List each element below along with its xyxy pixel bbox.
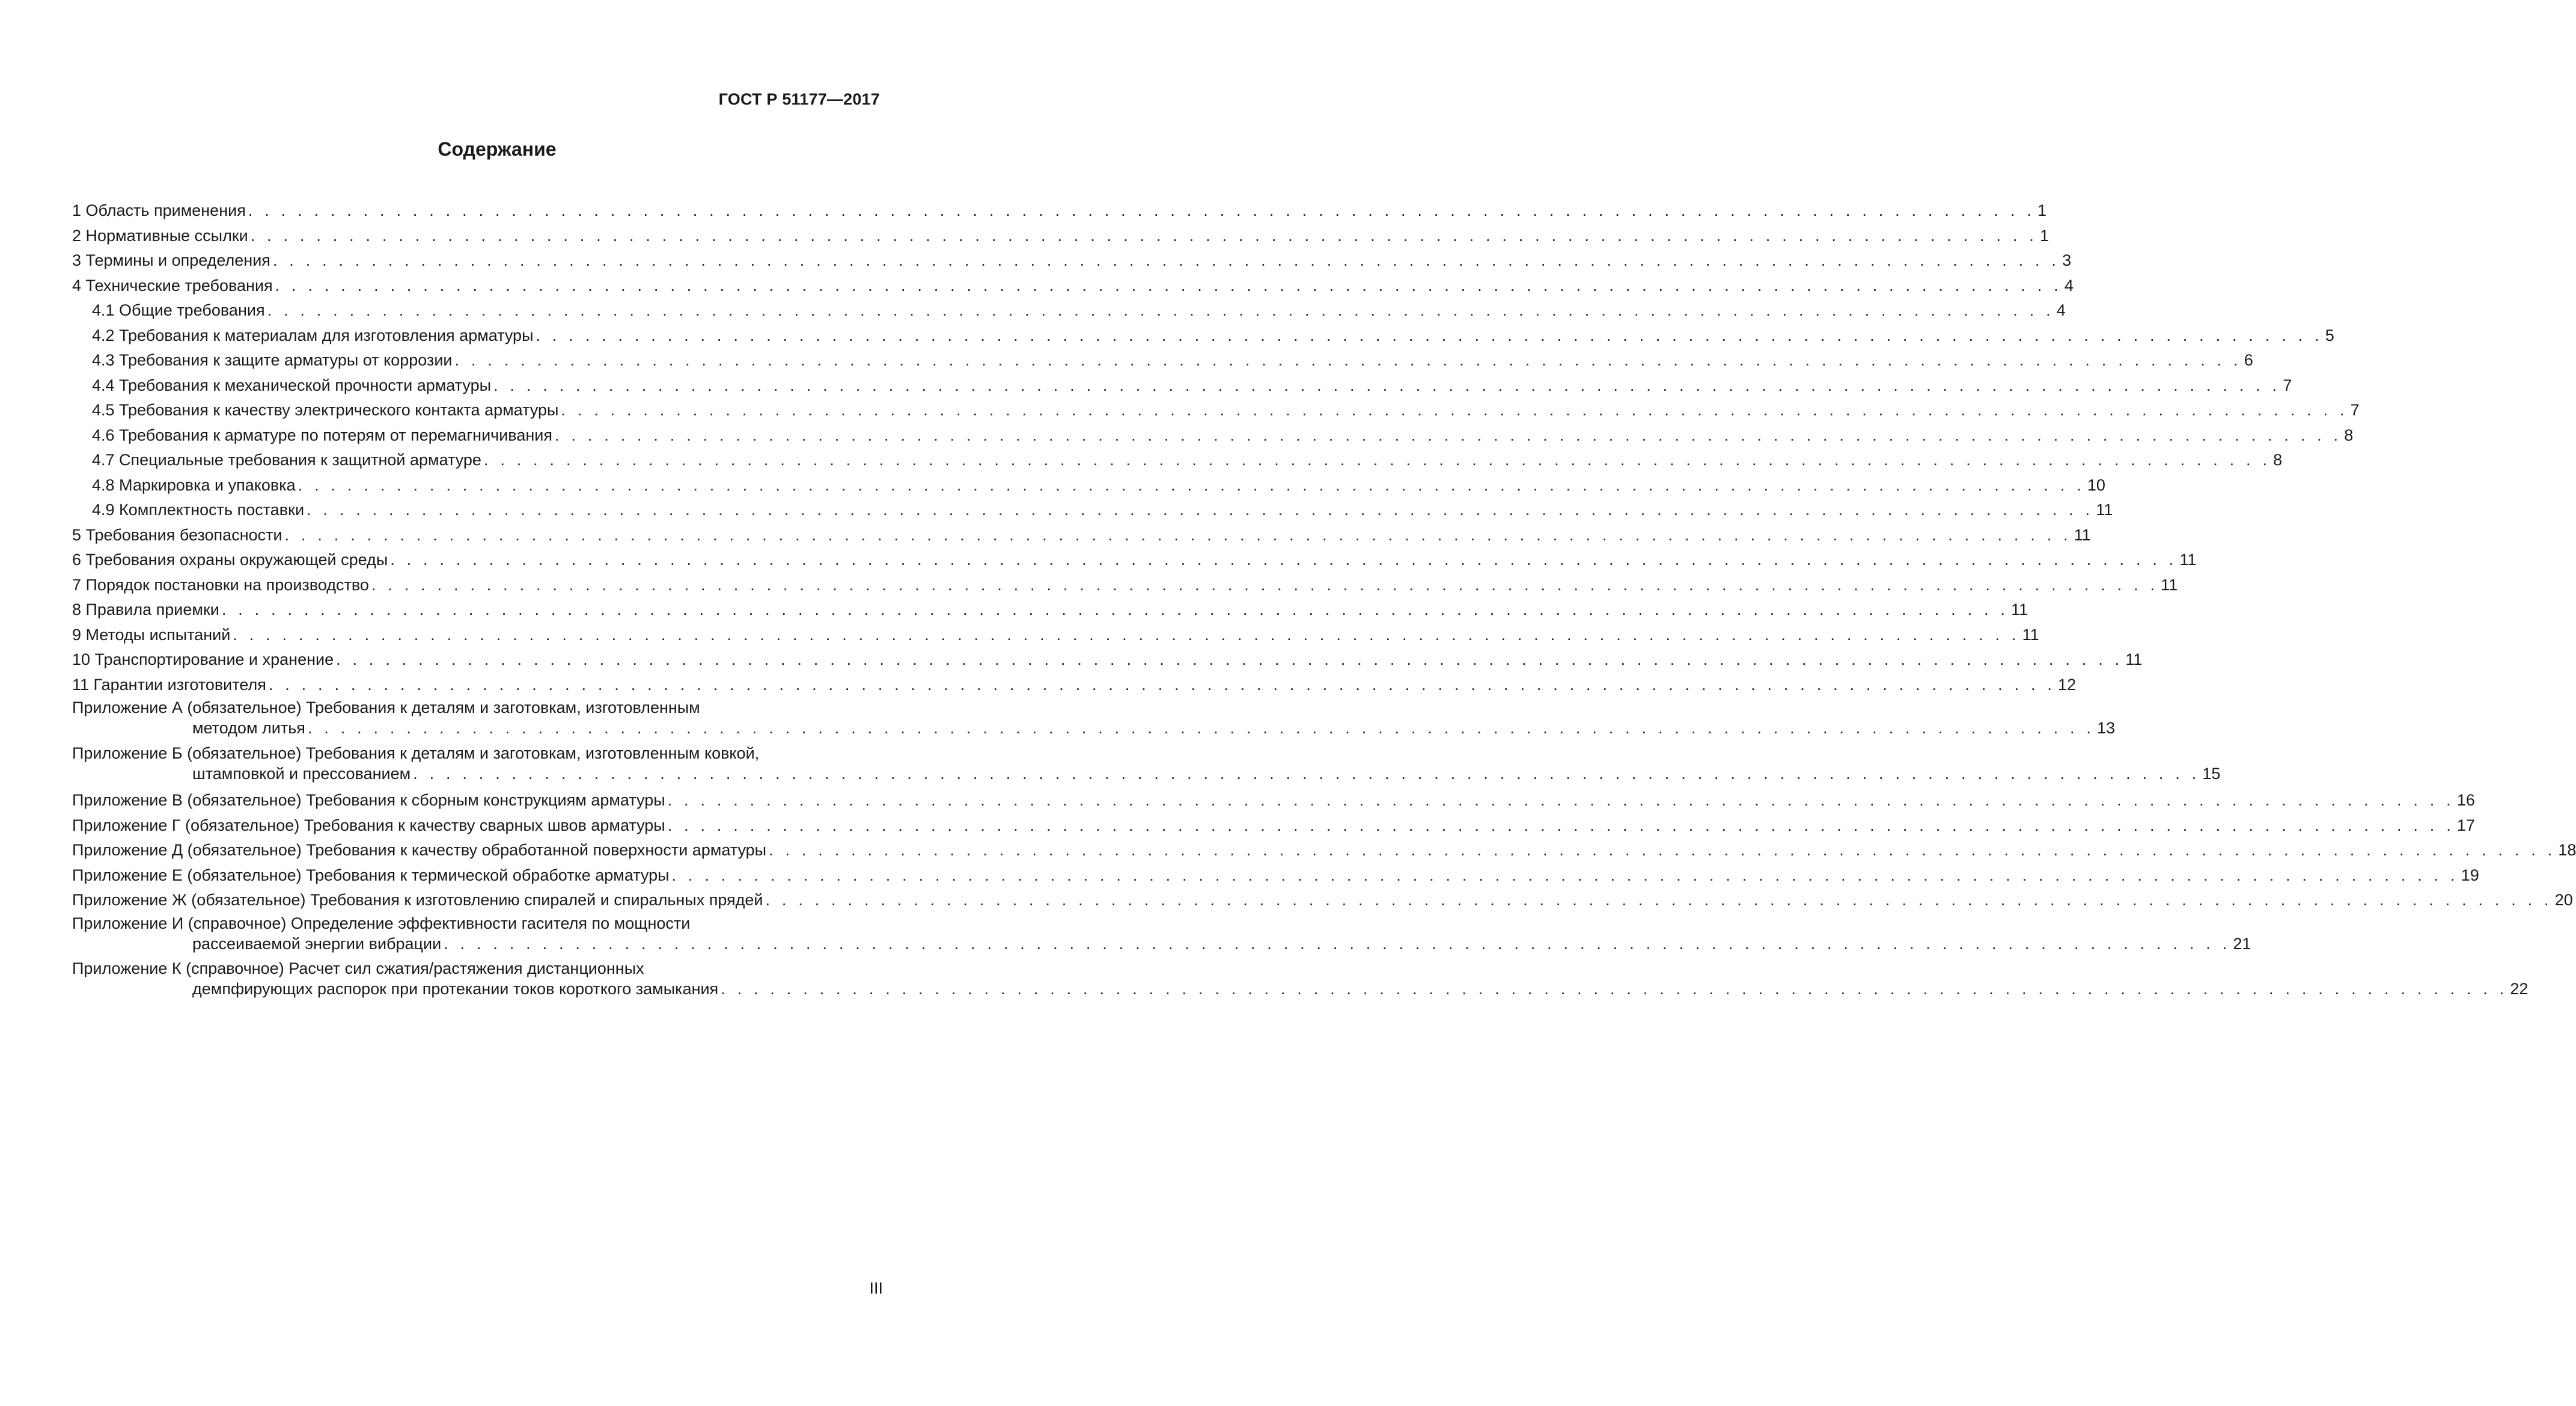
toc-entry-title-continuation: штамповкой и прессованием xyxy=(192,764,411,783)
toc-page-number: 4 xyxy=(2064,276,2074,295)
toc-leader: . . . . . . . . . . . . . . . . . . . . . . . . . . . . . . . . . . . . . . . . . . . . . . . . . . . . . . . . . . . . . . . . . . . . . . . . . . . . . . . . . . . . . . . . . . . . . . . . . . . . . . . . . . . . . xyxy=(536,326,2323,344)
toc-appendix-entry[interactable] xyxy=(72,743,2221,784)
toc-leader: . . . . . . . . . . . . . . . . . . . . . . . . . . . . . . . . . . . . . . . . . . . . . . . . . . . . . . . . . . . . . . . . . . . . . . . . . . . . . . . . . . . . . . . . . . . . . . . . . . . . . . . . . . . . . xyxy=(444,934,2231,953)
toc-page-number: 11 xyxy=(2022,625,2039,644)
toc-subentry[interactable] xyxy=(72,323,2334,349)
toc-leader: . . . . . . . . . . . . . . . . . . . . . . . . . . . . . . . . . . . . . . . . . . . . . . . . . . . . . . . . . . . . . . . . . . . . . . . . . . . . . . . . . . . . . . . . . . . . . . . . . . . . . . . . . . . . . xyxy=(769,841,2556,859)
toc-page-number: 15 xyxy=(2202,764,2221,783)
toc-page-number: 10 xyxy=(2087,475,2105,494)
toc-page-number: 4 xyxy=(2056,301,2066,319)
toc-leader: . . . . . . . . . . . . . . . . . . . . . . . . . . . . . . . . . . . . . . . . . . . . . . . . . . . . . . . . . . . . . . . . . . . . . . . . . . . . . . . . . . . . . . . . . . . . . . . . . . . . . . . . . . . . . xyxy=(307,719,2095,737)
toc-page-number: 3 xyxy=(2062,251,2072,269)
toc-page-number: 8 xyxy=(2344,426,2354,444)
toc-page-number: 5 xyxy=(2325,326,2334,344)
toc-leader: . . . . . . . . . . . . . . . . . . . . . . . . . . . . . . . . . . . . . . . . . . . . . . . . . . . . . . . . . . . . . . . . . . . . . . . . . . . . . . . . . . . . . . . . . . . . . . . . . . . . . . . . . . . . . xyxy=(667,791,2455,809)
toc-entry-title: 7 Порядок постановки на производство xyxy=(72,575,369,594)
toc-leader: . . . . . . . . . . . . . . . . . . . . . . . . . . . . . . . . . . . . . . . . . . . . . . . . . . . . . . . . . . . . . . . . . . . . . . . . . . . . . . . . . . . . . . . . . . . . . . . . . . . . . . . . . . . . . xyxy=(248,201,2036,219)
toc-entry[interactable] xyxy=(72,548,2197,573)
toc-entry-title: 4.6 Требования к арматуре по потерям от перемагничивания xyxy=(92,426,552,444)
toc-page-number: 12 xyxy=(2058,675,2077,694)
toc-entry-title: 11 Гарантии изготовителя xyxy=(72,675,266,694)
toc-entry[interactable] xyxy=(72,598,2028,623)
toc-entry[interactable] xyxy=(72,274,2074,299)
toc-page-number: 8 xyxy=(2273,451,2283,469)
toc-subentry[interactable] xyxy=(72,348,2253,373)
toc-entry[interactable] xyxy=(72,573,2178,598)
toc-page-number: 20 xyxy=(2554,891,2573,909)
toc-leader: . . . . . . . . . . . . . . . . . . . . . . . . . . . . . . . . . . . . . . . . . . . . . . . . . . . . . . . . . . . . . . . . . . . . . . . . . . . . . . . . . . . . . . . . . . . . . . . . . . . . . . . . . . . . . xyxy=(493,376,2281,394)
toc-entry[interactable] xyxy=(72,523,2091,548)
toc-leader: . . . . . . . . . . . . . . . . . . . . . . . . . . . . . . . . . . . . . . . . . . . . . . . . . . . . . . . . . . . . . . . . . . . . . . . . . . . . . . . . . . . . . . . . . . . . . . . . . . . . . . . . . . . . . xyxy=(267,301,2054,319)
toc-subentry[interactable] xyxy=(72,448,2283,473)
toc-page-number: 1 xyxy=(2037,201,2047,219)
toc-appendix-entry[interactable] xyxy=(72,888,2573,913)
toc-entry-title: 4.8 Маркировка и упаковка xyxy=(92,475,296,494)
toc-entry[interactable] xyxy=(72,198,2047,224)
toc-subentry[interactable] xyxy=(72,423,2354,448)
toc-appendix-entry[interactable] xyxy=(72,913,2251,954)
toc-leader: . . . . . . . . . . . . . . . . . . . . . . . . . . . . . . . . . . . . . . . . . . . . . . . . . . . . . . . . . . . . . . . . . . . . . . . . . . . . . . . . . . . . . . . . . . . . . . . . . . . . . . . . . . . . . xyxy=(272,251,2060,269)
toc-entry[interactable] xyxy=(72,673,2077,698)
toc-leader: . . . . . . . . . . . . . . . . . . . . . . . . . . . . . . . . . . . . . . . . . . . . . . . . . . . . . . . . . . . . . . . . . . . . . . . . . . . . . . . . . . . . . . . . . . . . . . . . . . . . . . . . . . . . . xyxy=(390,551,2178,569)
toc-entry-title: Приложение Г (обязательное) Требования к качеству сварных швов арматуры xyxy=(72,816,665,834)
toc-appendix-entry[interactable] xyxy=(72,697,2116,738)
toc-entry-title-continuation: рассеиваемой энергии вибрации xyxy=(192,934,442,953)
toc-leader: . . . . . . . . . . . . . . . . . . . . . . . . . . . . . . . . . . . . . . . . . . . . . . . . . . . . . . . . . . . . . . . . . . . . . . . . . . . . . . . . . . . . . . . . . . . . . . . . . . . . . . . . . . . . . xyxy=(336,650,2123,668)
toc-entry-title: 4 Технические требования xyxy=(72,276,273,295)
toc-entry-title: 4.4 Требования к механической прочности арматуры xyxy=(92,376,492,394)
toc-page-number: 16 xyxy=(2456,791,2475,809)
toc-page-number: 11 xyxy=(2125,650,2143,668)
toc-entry-title: Приложение Ж (обязательное) Требования к изготовлению спиралей и спиральных прядей xyxy=(72,891,763,909)
toc-entry[interactable] xyxy=(72,647,2143,673)
toc-page-number: 18 xyxy=(2558,841,2576,859)
toc-leader: . . . . . . . . . . . . . . . . . . . . . . . . . . . . . . . . . . . . . . . . . . . . . . . . . . . . . . . . . . . . . . . . . . . . . . . . . . . . . . . . . . . . . . . . . . . . . . . . . . . . . . . . . . . . . xyxy=(671,866,2459,884)
toc-entry-title: 3 Термины и определения xyxy=(72,251,270,269)
toc-leader: . . . . . . . . . . . . . . . . . . . . . . . . . . . . . . . . . . . . . . . . . . . . . . . . . . . . . . . . . . . . . . . . . . . . . . . . . . . . . . . . . . . . . . . . . . . . . . . . . . . . . . . . . . . . . xyxy=(307,501,2094,519)
toc-entry-title: 6 Требования охраны окружающей среды xyxy=(72,551,388,569)
toc-leader: . . . . . . . . . . . . . . . . . . . . . . . . . . . . . . . . . . . . . . . . . . . . . . . . . . . . . . . . . . . . . . . . . . . . . . . . . . . . . . . . . . . . . . . . . . . . . . . . . . . . . . . . . . . . . xyxy=(413,764,2200,783)
toc-page-number: 22 xyxy=(2510,980,2529,998)
toc-entry-title: Приложение Е (обязательное) Требования к термической обработке арматуры xyxy=(72,866,670,884)
toc-entry-title: 4.9 Комплектность поставки xyxy=(92,501,305,519)
toc-page-number: 11 xyxy=(2011,601,2028,619)
toc-appendix-entry[interactable] xyxy=(72,838,2576,863)
toc-entry-title: Приложение А (обязательное) Требования к деталям и заготовкам, изготовленным xyxy=(72,698,700,717)
toc-leader: . . . . . . . . . . . . . . . . . . . . . . . . . . . . . . . . . . . . . . . . . . . . . . . . . . . . . . . . . . . . . . . . . . . . . . . . . . . . . . . . . . . . . . . . . . . . . . . . . . . . . . . . . . . . . xyxy=(371,575,2159,594)
toc-subentry[interactable] xyxy=(72,398,2360,423)
toc-subentry[interactable] xyxy=(72,298,2066,323)
toc-leader: . . . . . . . . . . . . . . . . . . . . . . . . . . . . . . . . . . . . . . . . . . . . . . . . . . . . . . . . . . . . . . . . . . . . . . . . . . . . . . . . . . . . . . . . . . . . . . . . . . . . . . . . . . . . . xyxy=(275,276,2062,295)
toc-entry-title: 4.1 Общие требования xyxy=(92,301,265,319)
toc-leader: . . . . . . . . . . . . . . . . . . . . . . . . . . . . . . . . . . . . . . . . . . . . . . . . . . . . . . . . . . . . . . . . . . . . . . . . . . . . . . . . . . . . . . . . . . . . . . . . . . . . . . . . . . . . . xyxy=(483,451,2271,469)
toc-leader: . . . . . . . . . . . . . . . . . . . . . . . . . . . . . . . . . . . . . . . . . . . . . . . . . . . . . . . . . . . . . . . . . . . . . . . . . . . . . . . . . . . . . . . . . . . . . . . . . . . . . . . . . . . . . xyxy=(250,226,2037,245)
toc-page-number: 13 xyxy=(2097,719,2116,737)
toc-page-number: 11 xyxy=(2161,575,2178,594)
toc-leader: . . . . . . . . . . . . . . . . . . . . . . . . . . . . . . . . . . . . . . . . . . . . . . . . . . . . . . . . . . . . . . . . . . . . . . . . . . . . . . . . . . . . . . . . . . . . . . . . . . . . . . . . . . . . . xyxy=(268,675,2056,694)
toc-subentry[interactable] xyxy=(72,473,2105,498)
toc-page-number: 21 xyxy=(2233,934,2251,953)
toc-appendix-entry[interactable] xyxy=(72,958,2529,999)
toc-entry-title: 5 Требования безопасности xyxy=(72,525,282,544)
toc-entry-title: 10 Транспортирование и хранение xyxy=(72,650,334,668)
table-of-contents xyxy=(72,198,2576,1004)
toc-page-number: 11 xyxy=(2074,525,2091,544)
toc-leader: . . . . . . . . . . . . . . . . . . . . . . . . . . . . . . . . . . . . . . . . . . . . . . . . . . . . . . . . . . . . . . . . . . . . . . . . . . . . . . . . . . . . . . . . . . . . . . . . . . . . . . . . . . . . . xyxy=(454,351,2242,369)
toc-entry[interactable] xyxy=(72,248,2072,274)
toc-entry-title: 4.7 Специальные требования к защитной арматуре xyxy=(92,451,481,469)
toc-entry-title: 2 Нормативные ссылки xyxy=(72,226,248,245)
page-number: III xyxy=(869,1279,883,1297)
toc-appendix-entry[interactable] xyxy=(72,863,2479,888)
toc-page-number: 7 xyxy=(2283,376,2292,394)
toc-page-number: 6 xyxy=(2244,351,2253,369)
toc-entry-title-continuation: методом литья xyxy=(192,719,305,737)
toc-page-number: 19 xyxy=(2461,866,2479,884)
toc-entry-title: Приложение И (справочное) Определение эффективности гасителя по мощности xyxy=(72,914,691,932)
toc-page-number: 7 xyxy=(2350,401,2360,419)
toc-entry-title: 4.5 Требования к качеству электрического контакта арматуры xyxy=(92,401,559,419)
toc-page-number: 11 xyxy=(2096,501,2113,519)
toc-leader: . . . . . . . . . . . . . . . . . . . . . . . . . . . . . . . . . . . . . . . . . . . . . . . . . . . . . . . . . . . . . . . . . . . . . . . . . . . . . . . . . . . . . . . . . . . . . . . . . . . . . . . . . . . . . xyxy=(298,475,2085,494)
toc-appendix-entry[interactable] xyxy=(72,788,2475,813)
document-code: ГОСТ Р 51177—2017 xyxy=(718,90,880,108)
toc-title: Содержание xyxy=(438,138,557,160)
toc-entry[interactable] xyxy=(72,623,2039,648)
toc-entry-title: 9 Методы испытаний xyxy=(72,625,231,644)
toc-entry-title: Приложение В (обязательное) Требования к сборным конструкциям арматуры xyxy=(72,791,665,809)
toc-entry-title-continuation: демпфирующих распорок при протекании токов короткого замыкания xyxy=(192,980,719,998)
toc-leader: . . . . . . . . . . . . . . . . . . . . . . . . . . . . . . . . . . . . . . . . . . . . . . . . . . . . . . . . . . . . . . . . . . . . . . . . . . . . . . . . . . . . . . . . . . . . . . . . . . . . . . . . . . . . . xyxy=(221,601,2009,619)
toc-subentry[interactable] xyxy=(72,498,2113,523)
toc-subentry[interactable] xyxy=(72,373,2292,399)
toc-entry-title: 1 Область применения xyxy=(72,201,246,219)
toc-leader: . . . . . . . . . . . . . . . . . . . . . . . . . . . . . . . . . . . . . . . . . . . . . . . . . . . . . . . . . . . . . . . . . . . . . . . . . . . . . . . . . . . . . . . . . . . . . . . . . . . . . . . . . . . . . xyxy=(554,426,2342,444)
toc-entry-title: 4.3 Требования к защите арматуры от коррозии xyxy=(92,351,453,369)
toc-entry-title: Приложение К (справочное) Расчет сил сжатия/растяжения дистанционных xyxy=(72,959,644,977)
toc-page-number: 1 xyxy=(2039,226,2049,245)
toc-entry-title: 4.2 Требования к материалам для изготовления арматуры xyxy=(92,326,534,344)
toc-leader: . . . . . . . . . . . . . . . . . . . . . . . . . . . . . . . . . . . . . . . . . . . . . . . . . . . . . . . . . . . . . . . . . . . . . . . . . . . . . . . . . . . . . . . . . . . . . . . . . . . . . . . . . . . . . xyxy=(765,891,2553,909)
toc-leader: . . . . . . . . . . . . . . . . . . . . . . . . . . . . . . . . . . . . . . . . . . . . . . . . . . . . . . . . . . . . . . . . . . . . . . . . . . . . . . . . . . . . . . . . . . . . . . . . . . . . . . . . . . . . . xyxy=(284,525,2072,544)
toc-leader: . . . . . . . . . . . . . . . . . . . . . . . . . . . . . . . . . . . . . . . . . . . . . . . . . . . . . . . . . . . . . . . . . . . . . . . . . . . . . . . . . . . . . . . . . . . . . . . . . . . . . . . . . . . . . xyxy=(233,625,2020,644)
toc-entry-title: Приложение Б (обязательное) Требования к деталям и заготовкам, изготовленным ковкой, xyxy=(72,744,760,762)
toc-leader: . . . . . . . . . . . . . . . . . . . . . . . . . . . . . . . . . . . . . . . . . . . . . . . . . . . . . . . . . . . . . . . . . . . . . . . . . . . . . . . . . . . . . . . . . . . . . . . . . . . . . . . . . . . . . xyxy=(561,401,2348,419)
toc-entry-title: 8 Правила приемки xyxy=(72,601,219,619)
toc-entry-title: Приложение Д (обязательное) Требования к качеству обработанной поверхности арматуры xyxy=(72,841,767,859)
toc-appendix-entry[interactable] xyxy=(72,813,2475,839)
toc-page-number: 17 xyxy=(2456,816,2475,834)
toc-leader: . . . . . . . . . . . . . . . . . . . . . . . . . . . . . . . . . . . . . . . . . . . . . . . . . . . . . . . . . . . . . . . . . . . . . . . . . . . . . . . . . . . . . . . . . . . . . . . . . . . . . . . . . . . . . xyxy=(721,980,2508,998)
toc-entry[interactable] xyxy=(72,224,2049,249)
toc-page-number: 11 xyxy=(2179,551,2197,569)
toc-leader: . . . . . . . . . . . . . . . . . . . . . . . . . . . . . . . . . . . . . . . . . . . . . . . . . . . . . . . . . . . . . . . . . . . . . . . . . . . . . . . . . . . . . . . . . . . . . . . . . . . . . . . . . . . . . xyxy=(667,816,2455,834)
